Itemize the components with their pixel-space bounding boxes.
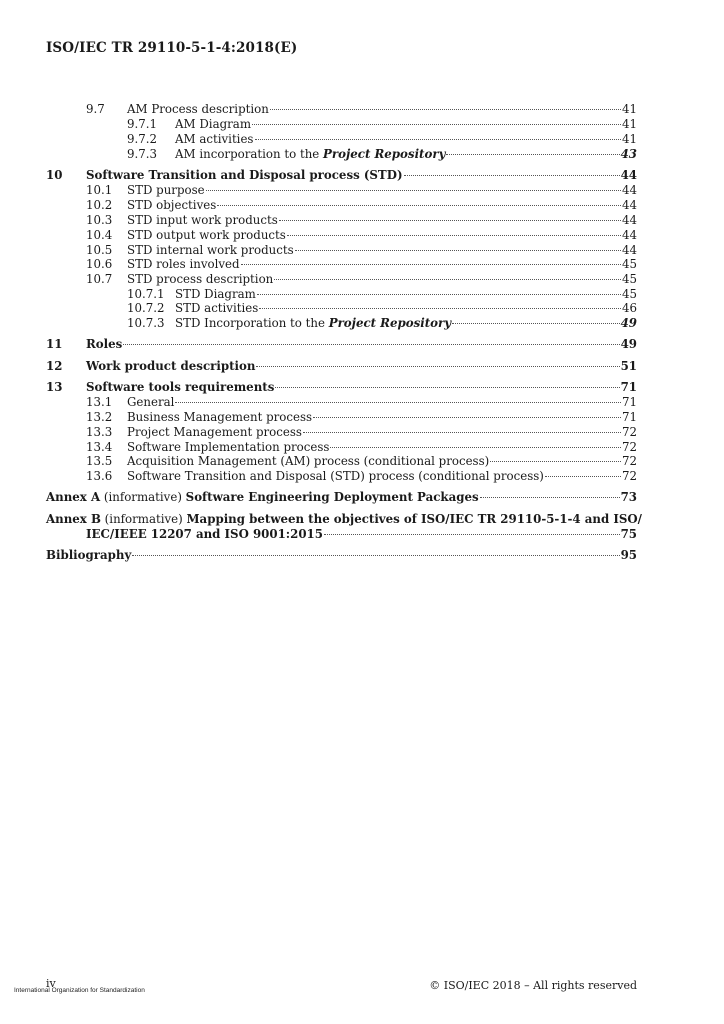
toc-number: 13.2 [86, 410, 113, 424]
toc-title: Software Transition and Disposal (STD) process (conditional process) [127, 469, 544, 483]
toc-page: 44 [621, 198, 637, 212]
toc-title: STD roles involved [127, 257, 240, 271]
toc-entry-13[interactable] [0, 379, 724, 395]
toc-entry-10-3[interactable] [0, 212, 724, 228]
toc-entry-annex-a[interactable] [0, 489, 724, 505]
toc-page: 43 [620, 147, 637, 161]
toc-title: STD internal work products [127, 243, 294, 257]
toc-number: 10.2 [86, 198, 113, 212]
toc-number: 10.7.1 [127, 287, 165, 301]
toc-number: 10.3 [86, 213, 113, 227]
toc-title: AM incorporation to the Project Repository [175, 147, 446, 161]
toc-entry-9-7-1[interactable] [0, 116, 724, 132]
toc-number: 12 [46, 359, 63, 373]
toc-number: 10.4 [86, 228, 113, 242]
toc-title: Software Implementation process [127, 440, 330, 454]
toc-title: Business Management process [127, 410, 313, 424]
toc-page: 44 [621, 228, 637, 242]
toc-title: AM Diagram [175, 117, 252, 131]
toc-title: STD input work products [127, 213, 278, 227]
toc-title: Acquisition Management (AM) process (conditional process) [127, 454, 490, 468]
toc-page: 71 [621, 410, 637, 424]
toc-page: 45 [621, 257, 637, 271]
toc-number: 9.7 [86, 102, 105, 116]
page-number: iv [46, 977, 56, 990]
toc-entry-10-4[interactable] [0, 227, 724, 243]
toc-number: 13.6 [86, 469, 113, 483]
toc-page: 75 [620, 527, 637, 541]
toc-page: 49 [620, 316, 637, 330]
toc-entry-9-7-2[interactable] [0, 131, 724, 147]
toc-number: 13 [46, 380, 63, 394]
annex-title-line1: Mapping between the objectives of ISO/IEC TR 29110-5-1-4 and ISO/ [186, 512, 642, 526]
annex-title-line2: IEC/IEEE 12207 and ISO 9001:2015 [86, 527, 323, 541]
toc-title: STD objectives [127, 198, 217, 212]
toc-entry-9-7-3[interactable] [0, 146, 724, 162]
toc-number: 9.7.2 [127, 132, 158, 146]
toc-title: Project Management process [127, 425, 302, 439]
toc-number: 13.3 [86, 425, 113, 439]
toc-number: 10.1 [86, 183, 113, 197]
toc-number: 11 [46, 337, 63, 351]
toc-page: 41 [621, 117, 637, 131]
toc-entry-10-7-2[interactable] [0, 300, 724, 316]
toc-entry-13-2[interactable] [0, 409, 724, 425]
toc-page: 71 [621, 395, 637, 409]
toc-page: 45 [621, 272, 637, 286]
toc-number: 9.7.1 [127, 117, 158, 131]
toc-entry-12[interactable] [0, 358, 724, 374]
toc-number: 13.4 [86, 440, 113, 454]
toc-entry-bibliography[interactable] [0, 547, 724, 563]
copyright-notice: © ISO/IEC 2018 – All rights reserved [429, 979, 637, 992]
toc-entry-10-6[interactable] [0, 256, 724, 272]
toc-title: Annex A (informative) Software Engineering Deployment Packages [46, 490, 479, 504]
toc-number: 10.5 [86, 243, 113, 257]
toc-page: 41 [621, 132, 637, 146]
toc-page: 45 [621, 287, 637, 301]
toc-entry-13-6[interactable] [0, 468, 724, 484]
toc-title: Software tools requirements [86, 380, 275, 394]
toc-page: 72 [621, 440, 637, 454]
toc-page: 41 [621, 102, 637, 116]
toc-entry-10-1[interactable] [0, 182, 724, 198]
publisher-name: International Organization for Standardization [14, 987, 145, 994]
toc-number: 10 [46, 168, 63, 182]
toc-page: 72 [621, 454, 637, 468]
toc-entry-9-7[interactable] [0, 101, 724, 117]
toc-title: Roles [86, 337, 123, 351]
toc-title: STD activities [175, 301, 259, 315]
annex-qualifier: (informative) [100, 512, 187, 526]
toc-entry-10-7-3[interactable] [0, 315, 724, 331]
toc-page: 51 [620, 359, 637, 373]
toc-entry-10-2[interactable] [0, 197, 724, 213]
toc-title: Work product description [86, 359, 256, 373]
toc-number: 13.1 [86, 395, 113, 409]
toc-page: 71 [620, 380, 637, 394]
toc-number: 10.7.3 [127, 316, 165, 330]
toc-title: General [127, 395, 175, 409]
toc-entry-11[interactable] [0, 336, 724, 352]
toc-title: STD Incorporation to the Project Repository [175, 316, 452, 330]
toc-title: STD Diagram [175, 287, 256, 301]
toc-page: 73 [620, 490, 637, 504]
toc-entry-13-1[interactable] [0, 394, 724, 410]
toc-page: 44 [621, 243, 637, 257]
toc-entry-13-5[interactable] [0, 453, 724, 469]
toc-number: 10.6 [86, 257, 113, 271]
toc-page: 72 [621, 425, 637, 439]
toc-page: 95 [620, 548, 637, 562]
toc-title: STD purpose [127, 183, 205, 197]
toc-title: AM activities [175, 132, 254, 146]
toc-entry-annex-b-cont[interactable] [0, 526, 724, 542]
toc-number: 9.7.3 [127, 147, 158, 161]
annex-label: Annex B [46, 512, 101, 526]
document-header: ISO/IEC TR 29110-5-1-4:2018(E) [46, 40, 298, 56]
toc-number: 10.7.2 [127, 301, 165, 315]
toc-title: AM Process description [127, 102, 269, 116]
toc-entry-10[interactable] [0, 167, 724, 183]
toc-title: Software Transition and Disposal process (STD) [86, 168, 403, 182]
toc-page: 44 [621, 183, 637, 197]
toc-title: STD output work products [127, 228, 286, 242]
toc-entry-annex-b[interactable] [46, 511, 642, 527]
toc-entry-10-7[interactable] [0, 271, 724, 287]
toc-number: 10.7 [86, 272, 113, 286]
toc-page: 46 [621, 301, 637, 315]
toc-page: 44 [620, 168, 637, 182]
toc-title: STD process description [127, 272, 274, 286]
toc-page: 49 [620, 337, 637, 351]
toc-entry-13-3[interactable] [0, 424, 724, 440]
toc-page: 72 [621, 469, 637, 483]
toc-number: 13.5 [86, 454, 113, 468]
toc-page: 44 [621, 213, 637, 227]
toc-title: Bibliography [46, 548, 132, 562]
